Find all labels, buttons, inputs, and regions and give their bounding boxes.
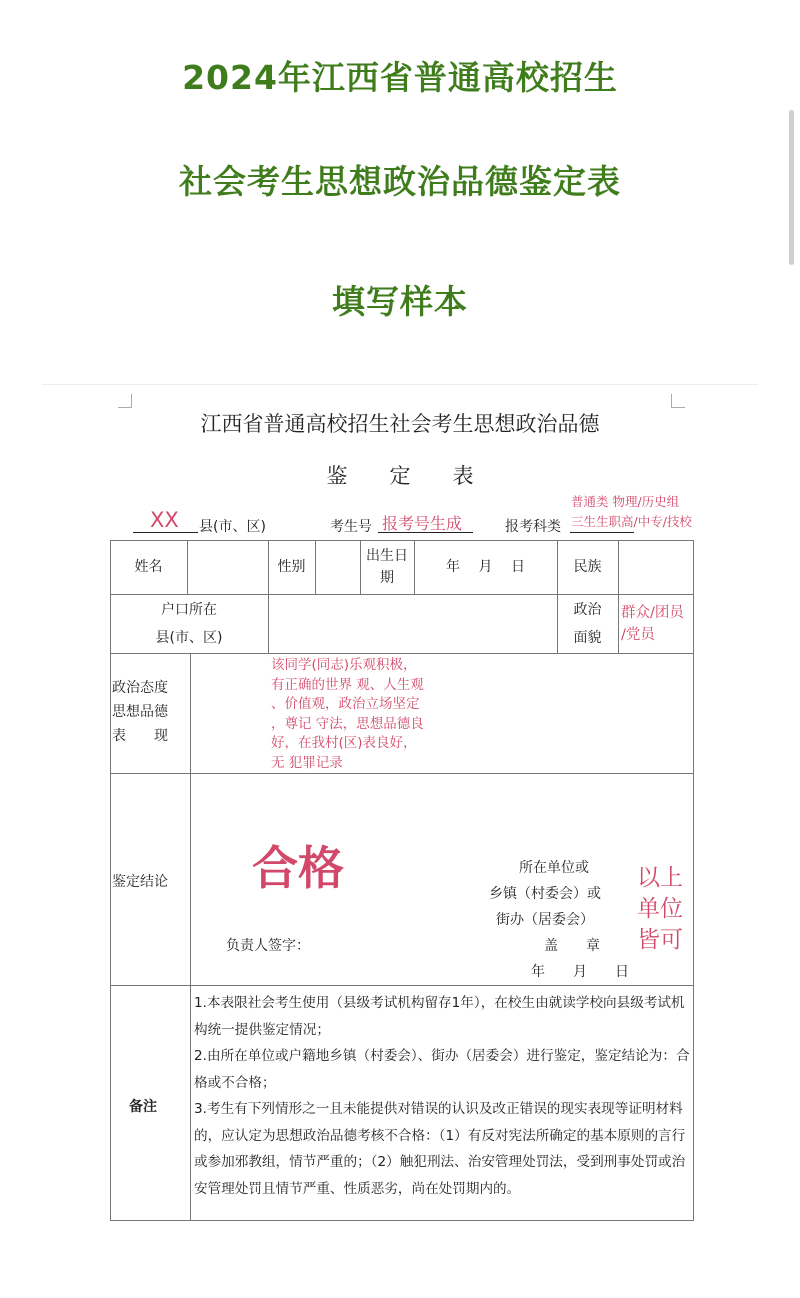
scrollbar[interactable] [789, 110, 794, 265]
seal-label: 盖 章 [544, 938, 600, 954]
corner-mark [671, 394, 685, 408]
conclusion-label: 鉴定结论 [112, 874, 168, 890]
category-value-1: 普通类 物理/历史组 [571, 494, 680, 509]
attitude-label-3: 表 现 [112, 728, 168, 744]
attitude-line: 、价值观，政治立场坚定 [271, 696, 420, 712]
page-title-line-3: 填写样本 [332, 282, 468, 321]
unit-line-2: 乡镇（村委会）或 [489, 886, 601, 902]
exam-no-label: 考生号 [330, 519, 372, 535]
name-field[interactable] [187, 540, 268, 594]
attitude-label [112, 676, 168, 748]
attitude-line: 无 犯罪记录 [271, 754, 343, 771]
exam-no-value: 报考号生成 [382, 514, 463, 533]
political-value-1: 群众/团员 [621, 605, 684, 621]
hukou-label-2: 县(市、区) [155, 629, 223, 646]
hukou-label [110, 594, 268, 653]
any-unit-note [637, 863, 683, 956]
attitude-line: 该同学(同志)乐观积极， [271, 657, 417, 673]
remarks-text: 1.本表限社会考生使用（县级考试机构留存1年），在校生由就读学校向县级考试机构统一提供鉴定情况； 2.由所在单位或户籍地乡镇（村委会）、街办（居委会）进行鉴定，鉴定结论为：合格或不合格； 3.考生有下列情形之一且未能提供对错误的认识及改正错误的现实表现等证明材料的，应认定为思想政治品德考核不合格：（1）有反对宪法所确定的基本原则的言行或参加邪教组，情节严重的；（2）触犯刑法、治安管理处罚法，受到刑事处罚或治安管理处罚且情节严重、性质恶劣，尚在处罚期内的。 [194, 995, 690, 1197]
political-label-2: 面貌 [573, 629, 602, 646]
attitude-value [271, 656, 424, 773]
attitude-line: 好，在我村(区)表良好， [271, 735, 417, 751]
county-label: 县(市、区) [199, 519, 266, 535]
conclusion-value: 合格 [252, 841, 344, 895]
category-value-2: 三生生职高/中专/技校 [571, 514, 692, 529]
attitude-label-1: 政治态度 [112, 680, 168, 696]
date-label: 年 月 日 [531, 964, 629, 980]
birth-label [360, 540, 414, 594]
political-value [621, 602, 684, 646]
political-label [557, 594, 618, 653]
any-unit-line: 单位 [637, 896, 683, 922]
county-value: XX [150, 508, 179, 532]
political-label-1: 政治 [573, 601, 602, 618]
name-label: 姓名 [134, 559, 163, 575]
attitude-line: ，尊记 守法，思想品德良 [271, 715, 424, 732]
any-unit-line: 以上 [637, 865, 683, 891]
ethnic-label: 民族 [573, 559, 602, 575]
birth-label-1: 出生日 [366, 548, 408, 564]
unit-line-3: 街办（居委会） [496, 912, 594, 928]
page-title-line-2: 社会考生思想政治品德鉴定表 [179, 162, 621, 201]
unit-line-1: 所在单位或 [519, 860, 589, 876]
attitude-line: 有正确的世界 观、人生观 [271, 676, 424, 693]
form-subtitle: 鉴 定 表 [326, 464, 474, 488]
hukou-label-1: 户口所在 [161, 601, 217, 618]
page-title-line-1: 2024年江西省普通高校招生 [182, 58, 618, 97]
attitude-label-2: 思想品德 [112, 704, 168, 720]
any-unit-line: 皆可 [637, 927, 683, 953]
birth-date-value: 年 月 日 [446, 559, 525, 575]
birth-label-2: 期 [380, 570, 394, 586]
category-label: 报考科类 [505, 519, 561, 535]
signer-label: 负责人签字： [226, 938, 310, 954]
political-value-2: /党员 [621, 627, 655, 643]
remarks-label: 备注 [129, 1099, 157, 1115]
form-title: 江西省普通高校招生社会考生思想政治品德 [200, 412, 600, 436]
corner-mark [118, 394, 132, 408]
gender-label: 性别 [277, 559, 306, 575]
